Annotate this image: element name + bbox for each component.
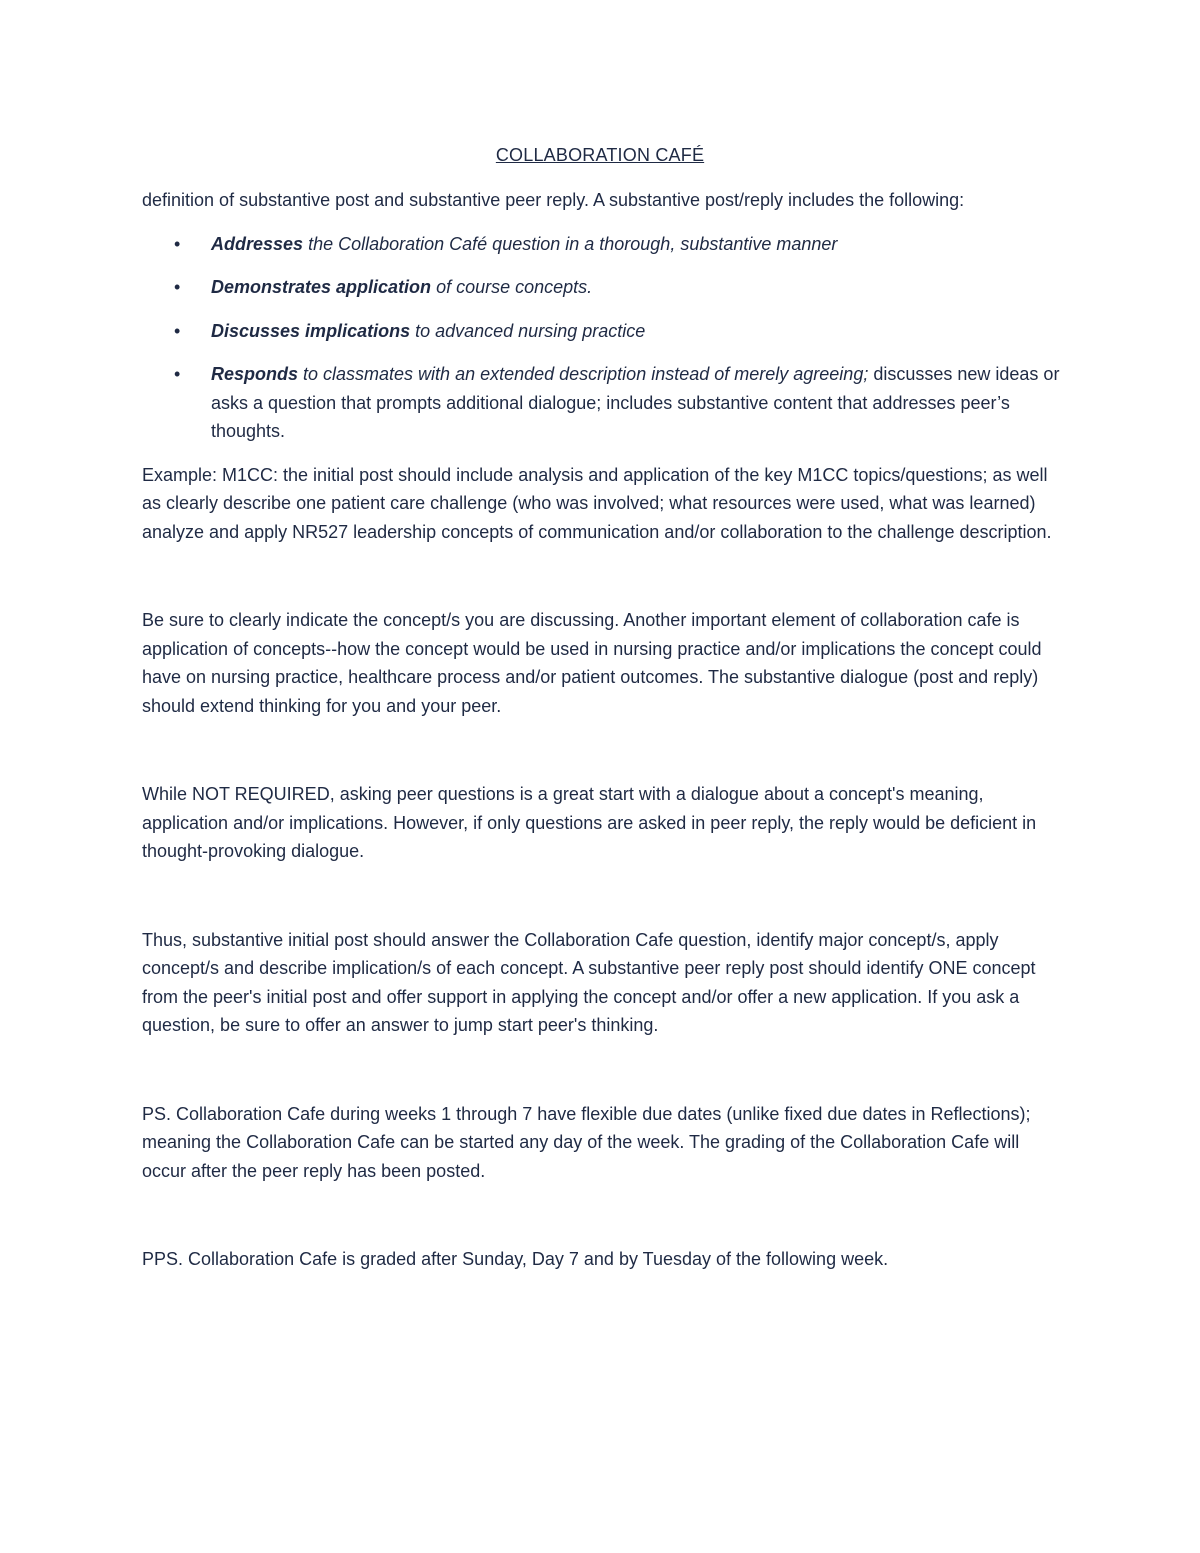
criterion-bold: Discusses implications [211, 320, 411, 341]
criterion-text: to classmates with an extended description instead of merely agreeing; [298, 364, 869, 384]
be-sure-paragraph: Be sure to clearly indicate the concept/s you are discussing. Another important element of collaboration cafe is application of concepts--how the concept would be used in nursing practice and/or implications the concept could have on nursing practice, healthcare process and/or patient outcomes. The substantive dialogue (post and reply) should extend thinking for you and your peer. [142, 610, 1042, 716]
document-title: COLLABORATION CAFÉ [495, 145, 705, 165]
bullet-icon: • [174, 320, 181, 341]
thus-paragraph: Thus, substantive initial post should answer the Collaboration Cafe question, identify major concept/s, apply concept/s and describe implication/s of each concept. A substantive peer reply post should identify ONE concept from the peer's initial post and offer support in applying the concept and/or offer a new application. If you ask a question, be sure to offer an answer to jump start peer's thinking. [142, 929, 1036, 1035]
bullet-icon: • [174, 277, 181, 297]
document-body [142, 186, 1062, 1274]
bullet-icon: • [174, 233, 181, 254]
bullet-icon: • [174, 364, 181, 384]
criterion-text: of course concepts. [431, 277, 593, 297]
list-item [142, 317, 1062, 346]
intro-paragraph: definition of substantive post and substantive peer reply. A substantive post/reply includes the following: [142, 190, 965, 210]
list-item [142, 230, 1062, 259]
criterion-bold: Demonstrates application [211, 277, 432, 297]
criterion-plain: discusses new ideas or asks a question that prompts additional dialogue; includes substantive content that addresses peer’s thoughts. [211, 364, 1060, 441]
pps-paragraph: PPS. Collaboration Cafe is graded after Sunday, Day 7 and by Tuesday of the following week. [142, 1249, 889, 1269]
list-item [142, 273, 1062, 302]
criterion-text: the Collaboration Café question in a thorough, substantive manner [303, 233, 838, 254]
criterion-bold: Responds [211, 364, 299, 384]
ps-paragraph: PS. Collaboration Cafe during weeks 1 through 7 have flexible due dates (unlike fixed due dates in Reflections); meaning the Collaboration Cafe can be started any day of the week. The grading of the Collaboration Cafe will occur after the peer reply has been posted. [142, 1103, 1031, 1181]
criterion-text: to advanced nursing practice [410, 320, 646, 341]
list-item [142, 360, 1062, 446]
example-paragraph: Example: M1CC: the initial post should include analysis and application of the key M1CC topics/questions; as well as clearly describe one patient care challenge (who was involved; what resources were used, what was learned) analyze and apply NR527 leadership concepts of communication and/or collaboration to the challenge description. [142, 464, 1052, 542]
criteria-list [142, 230, 1062, 446]
criterion-bold: Addresses [211, 233, 304, 254]
not-required-paragraph: While NOT REQUIRED, asking peer questions is a great start with a dialogue about a concept's meaning, application and/or implications. However, if only questions are asked in peer reply, the reply would be deficient in thought-provoking dialogue. [142, 784, 1037, 861]
